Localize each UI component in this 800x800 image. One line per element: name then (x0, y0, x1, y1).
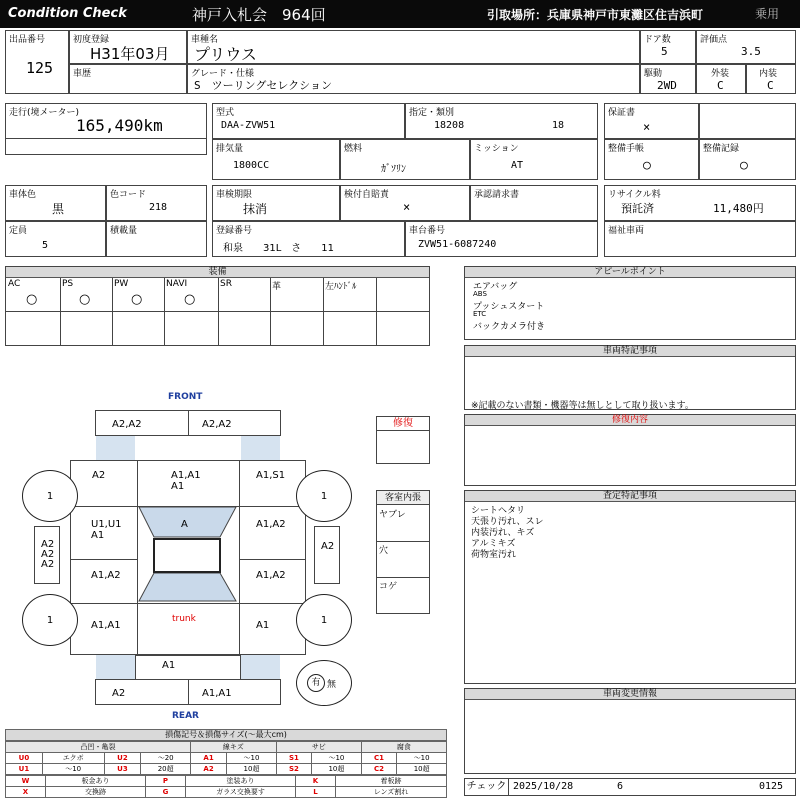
vehicle-category: 乗用 (755, 7, 780, 21)
front-bumper: A2,A2 A2,A2 (95, 410, 281, 436)
wheel-front-left: 1 (22, 470, 78, 522)
equip-leather-label: 革 (272, 282, 282, 292)
warranty-cell: 保証書 × (604, 103, 699, 139)
body-color-cell: 車体色 黒 (5, 185, 106, 221)
model-name: プリウス (194, 45, 257, 64)
inspection-value: 抹消 (243, 202, 268, 216)
check-label: チェック (465, 779, 509, 795)
vehicle-change-panel (464, 688, 796, 774)
mark-fl-door-2: A1 (91, 530, 105, 541)
color-code: 218 (149, 202, 168, 213)
rear-label: REAR (172, 711, 199, 721)
equip-navi-value: ○ (184, 292, 196, 307)
legend-title: 損傷記号＆損傷サイズ(〜最大cm) (5, 729, 447, 741)
front-label: FRONT (168, 392, 203, 402)
welfare-vehicle-cell: 福祉車両 (604, 221, 796, 257)
warranty-value: × (643, 120, 651, 134)
recycle-fee: 11,480円 (713, 202, 764, 215)
drive-cell: 駆動 2WD (640, 64, 696, 94)
header-bar (0, 0, 800, 28)
lot-number: 125 (26, 59, 54, 77)
assessment-line: 荷物室汚れ (471, 550, 517, 560)
first-registration-cell: 初度登録 H31年03月 (69, 30, 187, 64)
equip-ac-label: AC (8, 279, 21, 289)
mark-fl-fender: A2 (92, 470, 106, 481)
mileage-value: 165,490km (76, 116, 163, 135)
grade-value: S ツーリングセレクション (194, 79, 332, 92)
designation-cell: 指定・類別 18208 18 (405, 103, 598, 139)
vehicle-notes-text: ※記載のない書類・機器等は無しとして取り扱います。 (471, 401, 694, 411)
liability-insurance-value: × (403, 200, 411, 214)
spare-absent-mark: 無 (327, 680, 337, 690)
approval-request-cell: 承認請求書 (470, 185, 598, 221)
right-mirror: A2 (314, 526, 340, 584)
rear-bumper: A2 A1,A1 (95, 679, 281, 705)
mark-hood-2: A1 (171, 481, 185, 492)
chassis-number: ZVW51-6087240 (418, 239, 497, 250)
appeal-line: プッシュスタート (473, 302, 545, 312)
assessment-notes-panel (464, 490, 796, 684)
doors-value: 5 (661, 45, 668, 58)
lot-number-cell: 出品番号 125 (5, 30, 69, 94)
equip-pw-label: PW (114, 279, 129, 289)
interior-row-tear: ヤブレ (379, 510, 406, 520)
vehicle-notes-panel (464, 345, 796, 410)
wheel-front-right: 1 (296, 470, 352, 522)
registration-number-cell: 登録番号 和泉 31L さ 11 (212, 221, 405, 257)
roof-glass (136, 505, 240, 603)
check-date: 2025/10/28 (513, 781, 574, 792)
mark-rl-quarter: A1,A1 (91, 620, 121, 631)
repair-details-panel (464, 414, 796, 486)
score-cell: 評価点 3.5 (696, 30, 796, 64)
maintenance-record-cell: 整備記録 ○ (699, 139, 796, 180)
mark-rr-door: A1,A2 (256, 570, 286, 581)
load-capacity-cell: 積載量 (106, 221, 207, 257)
appeal-line: バックカメラ付き (473, 322, 546, 332)
pickup-location: 引取場所：兵庫県神戸市東灘区住吉浜町 (487, 8, 704, 22)
vehicle-change-title: 車両変更情報 (465, 689, 795, 700)
spare-tire (296, 660, 352, 706)
model-type-cell: 型式 DAA-ZVW51 (212, 103, 405, 139)
wheel-rear-left: 1 (22, 594, 78, 646)
inspection-cell: 車検期限 抹消 (212, 185, 340, 221)
equip-ps-label: PS (62, 279, 74, 289)
equip-sr-label: SR (220, 279, 232, 289)
maintenance-book-cell: 整備手帳 ○ (604, 139, 699, 180)
interior-grade: C (767, 79, 774, 92)
interior-row-burn: コゲ (379, 582, 398, 592)
body-color: 黒 (52, 202, 65, 216)
equip-ps-value: ○ (79, 292, 91, 307)
appeal-line: ABS (473, 290, 487, 298)
left-mirror: A2 A2 A2 (34, 526, 60, 584)
mark-fr-fender: A1,S1 (256, 470, 286, 481)
equip-lhd-label: 左ﾊﾝﾄﾞﾙ (325, 282, 357, 292)
interior-cell: 内装 C (746, 64, 796, 94)
capacity-cell: 定員 5 (5, 221, 106, 257)
assessment-line: アルミキズ (471, 539, 516, 549)
rear-panel: A1 (135, 655, 241, 679)
mark-rl-door: A1,A2 (91, 570, 121, 581)
damage-legend-table: 凸凹・亀裂 線キズ サビ 腐食 U0 エクボ U2 〜20 A1 〜10 S1 〜10 C1 〜10 U1 〜10 U3 20超 A2 10超 S2 10超 C2 10超 (5, 741, 447, 775)
first-registration: H31年03月 (90, 45, 170, 63)
liability-insurance-cell: 検付自賠責 × (340, 185, 470, 221)
exterior-grade: C (717, 79, 724, 92)
interior-panel (376, 490, 430, 614)
equip-navi-label: NAVI (166, 279, 188, 289)
assessment-notes-title: 査定特記事項 (465, 491, 795, 502)
auction-name: 神戸入札会 964回 (192, 6, 326, 24)
assessment-line: 天張り汚れ、スレ (471, 517, 544, 527)
displacement-cell: 排気量 1800CC (212, 139, 340, 180)
drive-value: 2WD (657, 79, 677, 92)
check-id: 0125 (759, 781, 784, 792)
color-code-cell: 色コード 218 (106, 185, 207, 221)
wheel-rear-right: 1 (296, 594, 352, 646)
registration-number: 和泉 31L さ 11 (223, 243, 335, 254)
mark-fl-door: U1,U1 (91, 519, 122, 530)
recycle-fee-cell: リサイクル料 預託済 11,480円 (604, 185, 796, 221)
model-type: DAA-ZVW51 (221, 120, 276, 131)
interior-row-hole: 穴 (379, 546, 389, 556)
recycle-status: 預託済 (621, 202, 654, 215)
assessment-line: シートヘタリ (471, 506, 526, 516)
model-name-cell: 車種名 プリウス (187, 30, 640, 64)
fuel-value: ｶﾞｿﾘﾝ (381, 164, 406, 175)
chassis-number-cell: 車台番号 ZVW51-6087240 (405, 221, 598, 257)
form-title: Condition Check (8, 6, 127, 21)
appeal-points-title: アピールポイント (465, 267, 795, 278)
transmission-value: AT (511, 160, 524, 171)
check-number: 6 (617, 781, 624, 792)
score-value: 3.5 (741, 45, 761, 58)
equipment-title: 装備 (6, 267, 429, 278)
grade-cell: グレード・仕様 S ツーリングセレクション (187, 64, 640, 94)
maintenance-book-value: ○ (643, 158, 651, 173)
warranty-blank-cell (699, 103, 796, 139)
vehicle-notes-title: 車両特記事項 (465, 346, 795, 357)
class-number: 18 (552, 120, 565, 131)
trunk-label: trunk (172, 614, 196, 624)
appeal-line: ETC (473, 310, 487, 318)
maintenance-record-value: ○ (740, 158, 748, 173)
repair-details-title: 修復内容 (465, 415, 795, 426)
capacity-value: 5 (42, 240, 49, 251)
interior-title: 客室内張 (377, 491, 429, 505)
displacement-value: 1800CC (233, 160, 270, 171)
mark-rr-quarter: A1 (256, 620, 270, 631)
equip-ac-value: ○ (26, 292, 38, 307)
damage-code-table: W 板金あり P 塗装あり K 着板跡 X 交換跡 G ガラス交換要す L レンズ割れ (5, 775, 447, 798)
vehicle-history-cell: 車歴 (69, 64, 187, 94)
mark-hood: A1,A1 (171, 470, 201, 481)
appeal-points-panel (464, 266, 796, 340)
spare-present-mark: 有 (307, 674, 325, 692)
appeal-line: エアバッグ (473, 282, 518, 292)
repair-label: 修復 (377, 417, 429, 431)
designation-number: 18208 (434, 120, 465, 131)
repair-box (376, 416, 430, 464)
mileage-cell: 走行(境メーター) 165,490km (5, 103, 207, 155)
equip-pw-value: ○ (131, 292, 143, 307)
check-footer (464, 778, 796, 796)
doors-cell: ドア数 5 (640, 30, 696, 64)
exterior-cell: 外装 C (696, 64, 746, 94)
equipment-panel (5, 266, 430, 346)
mark-fr-door: A1,A2 (256, 519, 286, 530)
assessment-line: 内装汚れ、キズ (471, 528, 535, 538)
mark-roof: A (181, 519, 188, 530)
fuel-cell: 燃料 ｶﾞｿﾘﾝ (340, 139, 470, 180)
transmission-cell: ミッション AT (470, 139, 598, 180)
